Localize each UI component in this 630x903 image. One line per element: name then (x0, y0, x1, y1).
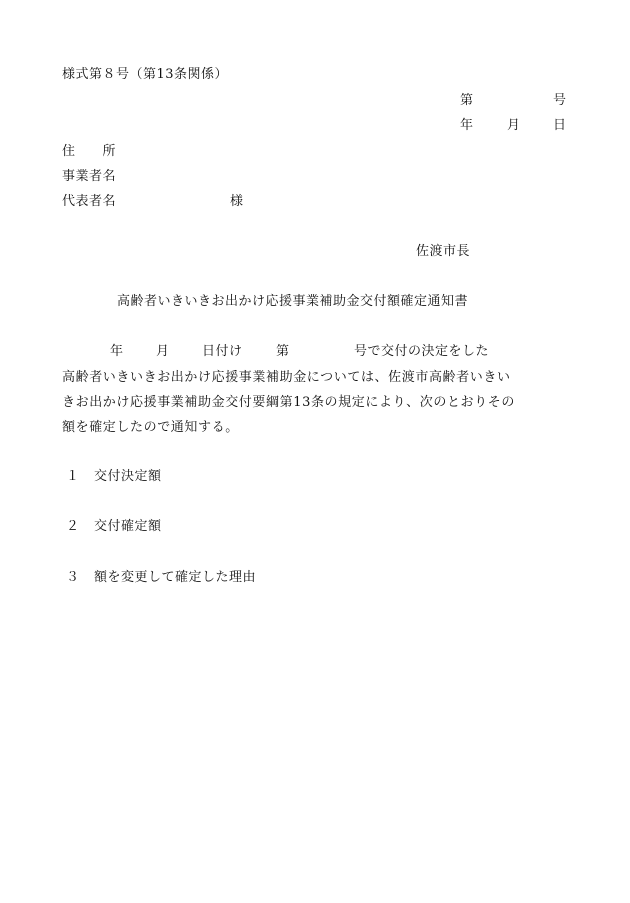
honorific: 様 (230, 194, 244, 209)
body-line1-rest: 号で交付の決定をした (354, 344, 490, 359)
business-name-label: 事業者名 (62, 169, 117, 184)
doc-date-month: 月 (507, 118, 521, 133)
body-dai: 第 (276, 344, 290, 359)
doc-number-dai: 第 (460, 93, 474, 108)
item-2-label: 交付確定額 (94, 519, 162, 534)
item-1-number: １ (66, 469, 80, 484)
address-label: 住 所 (62, 144, 117, 159)
document-title: 高齢者いきいきお出かけ応援事業補助金交付額確定通知書 (117, 294, 469, 309)
item-1-label: 交付決定額 (94, 469, 162, 484)
body-year: 年 (110, 344, 124, 359)
form-label: 様式第８号（第13条関係） (62, 67, 229, 82)
body-line-2: 高齢者いきいきお出かけ応援事業補助金については、佐渡市高齢者いきい (62, 370, 511, 385)
doc-date-day: 日 (553, 118, 567, 133)
body-paragraph (62, 365, 567, 440)
doc-date-year: 年 (460, 118, 474, 133)
body-month: 月 (156, 344, 170, 359)
item-3-label: 額を変更して確定した理由 (94, 570, 257, 585)
body-line-4: 額を確定したので通知する。 (62, 420, 239, 435)
representative-label: 代表者名 (62, 194, 117, 209)
item-3-number: ３ (66, 570, 80, 585)
item-2-number: ２ (66, 519, 80, 534)
issuer: 佐渡市長 (416, 244, 471, 259)
doc-number-go: 号 (553, 93, 567, 108)
body-date-suffix: 日付け (202, 344, 243, 359)
body-line-3: きお出かけ応援事業補助金交付要綱第13条の規定により、次のとおりその (62, 395, 515, 410)
